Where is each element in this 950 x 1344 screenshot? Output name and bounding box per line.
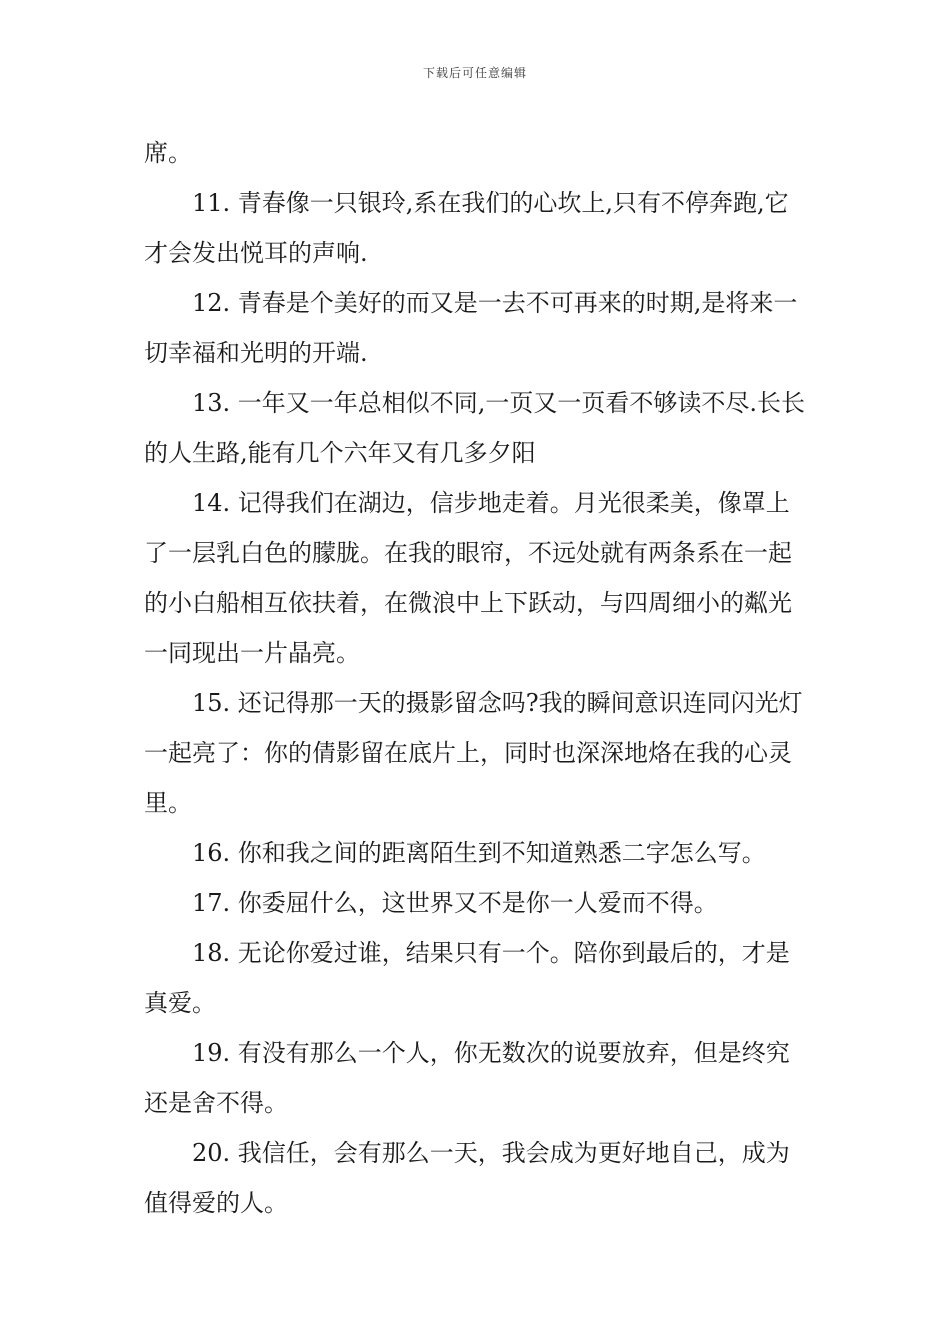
paragraph-19: 19. 有没有那么一个人，你无数次的说要放弃，但是终究还是舍不得。	[144, 1039, 790, 1117]
paragraph-20: 20. 我信任，会有那么一天，我会成为更好地自己，成为值得爱的人。	[144, 1139, 790, 1217]
page-header: 下载后可任意编辑	[422, 66, 527, 80]
paragraph-17: 17. 你委屈什么，这世界又不是你一人爱而不得。	[192, 889, 718, 917]
paragraph-13: 13. 一年又一年总相似不同,一页又一页看不够读不尽.长长的人生路,能有几个六年又有几多夕阳	[144, 389, 806, 467]
paragraph-continuation: 席。	[144, 139, 192, 167]
paragraph-16: 16. 你和我之间的距离陌生到不知道熟悉二字怎么写。	[192, 839, 766, 867]
document-body	[144, 128, 812, 1228]
paragraph-12: 12. 青春是个美好的而又是一去不可再来的时期,是将来一切幸福和光明的开端.	[144, 289, 798, 367]
paragraph-18: 18. 无论你爱过谁，结果只有一个。陪你到最后的，才是真爱。	[144, 939, 790, 1017]
paragraph-14: 14. 记得我们在湖边，信步地走着。月光很柔美，像罩上了一层乳白色的朦胧。在我的眼帘，不远处就有两条系在一起的小白船相互依扶着，在微浪中上下跃动，与四周细小的粼光一同现出一片晶亮。	[144, 489, 792, 667]
paragraph-15: 15. 还记得那一天的摄影留念吗?我的瞬间意识连同闪光灯一起亮了：你的倩影留在底片上，同时也深深地烙在我的心灵里。	[144, 689, 803, 817]
paragraph-11: 11. 青春像一只银玲,系在我们的心坎上,只有不停奔跑,它才会发出悦耳的声响.	[144, 189, 789, 267]
